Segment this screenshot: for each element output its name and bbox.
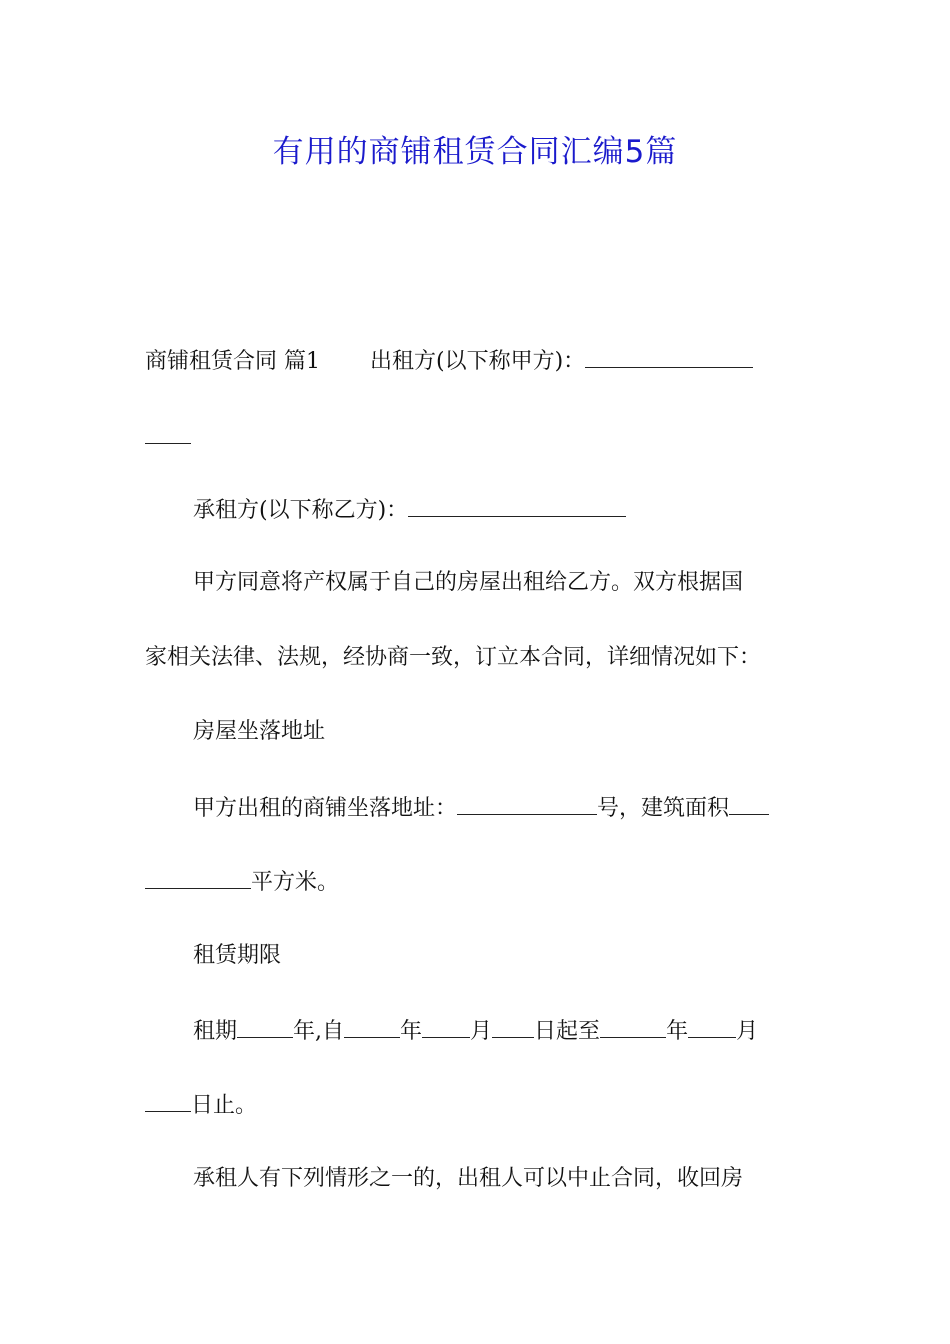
paragraph-line bbox=[193, 1164, 810, 1194]
subheading-text: 房屋坐落地址 bbox=[193, 719, 326, 744]
start-month-blank bbox=[422, 1015, 470, 1038]
term-text: 年 bbox=[666, 1019, 689, 1044]
area-line bbox=[145, 866, 810, 898]
address-blank bbox=[457, 792, 597, 815]
lessee-line bbox=[193, 494, 810, 526]
term-line bbox=[193, 1015, 810, 1047]
lessor-blank-continued bbox=[145, 421, 191, 444]
area-unit: 平方米。 bbox=[251, 870, 340, 895]
term-text: 日止。 bbox=[191, 1093, 258, 1118]
start-year-blank bbox=[344, 1015, 400, 1038]
lessor-label: 出租方(以下称甲方)： bbox=[370, 349, 586, 374]
end-month-blank bbox=[688, 1015, 736, 1038]
paragraph-text: 甲方同意将产权属于自己的房屋出租给乙方。双方根据国 bbox=[193, 570, 744, 595]
section-subheading bbox=[193, 941, 810, 971]
paragraph-line bbox=[145, 643, 810, 673]
end-year-blank bbox=[600, 1015, 666, 1038]
lessee-label: 承租方(以下称乙方)： bbox=[193, 498, 409, 523]
section-heading: 商铺租赁合同 篇1 bbox=[145, 349, 320, 374]
term-text: 月 bbox=[736, 1019, 759, 1044]
term-years-blank bbox=[237, 1015, 293, 1038]
end-day-blank bbox=[145, 1089, 191, 1112]
term-text: 月 bbox=[470, 1019, 493, 1044]
term-text: 日起至 bbox=[534, 1019, 601, 1044]
term-line-continued bbox=[145, 1089, 810, 1121]
lessee-blank bbox=[408, 494, 626, 517]
address-line bbox=[193, 792, 810, 824]
subheading-text: 租赁期限 bbox=[193, 943, 282, 968]
area-blank-continued bbox=[145, 866, 251, 889]
document-title: 有用的商铺租赁合同汇编5篇 bbox=[272, 134, 678, 170]
paragraph-line bbox=[193, 568, 810, 598]
area-label: 号，建筑面积 bbox=[597, 796, 730, 821]
heading-line bbox=[145, 345, 810, 377]
term-text: 年 bbox=[400, 1019, 423, 1044]
paragraph-text: 承租人有下列情形之一的，出租人可以中止合同，收回房 bbox=[193, 1166, 744, 1191]
term-text: 年,自 bbox=[293, 1019, 345, 1044]
lessor-blank bbox=[585, 345, 753, 368]
term-label: 租期 bbox=[193, 1019, 238, 1044]
section-subheading bbox=[193, 717, 810, 747]
address-label: 甲方出租的商铺坐落地址： bbox=[193, 796, 458, 821]
lessor-blank-continued-line bbox=[145, 421, 810, 453]
paragraph-text: 家相关法律、法规，经协商一致，订立本合同，详细情况如下： bbox=[145, 645, 762, 670]
area-blank bbox=[729, 792, 769, 815]
start-day-blank bbox=[492, 1015, 534, 1038]
